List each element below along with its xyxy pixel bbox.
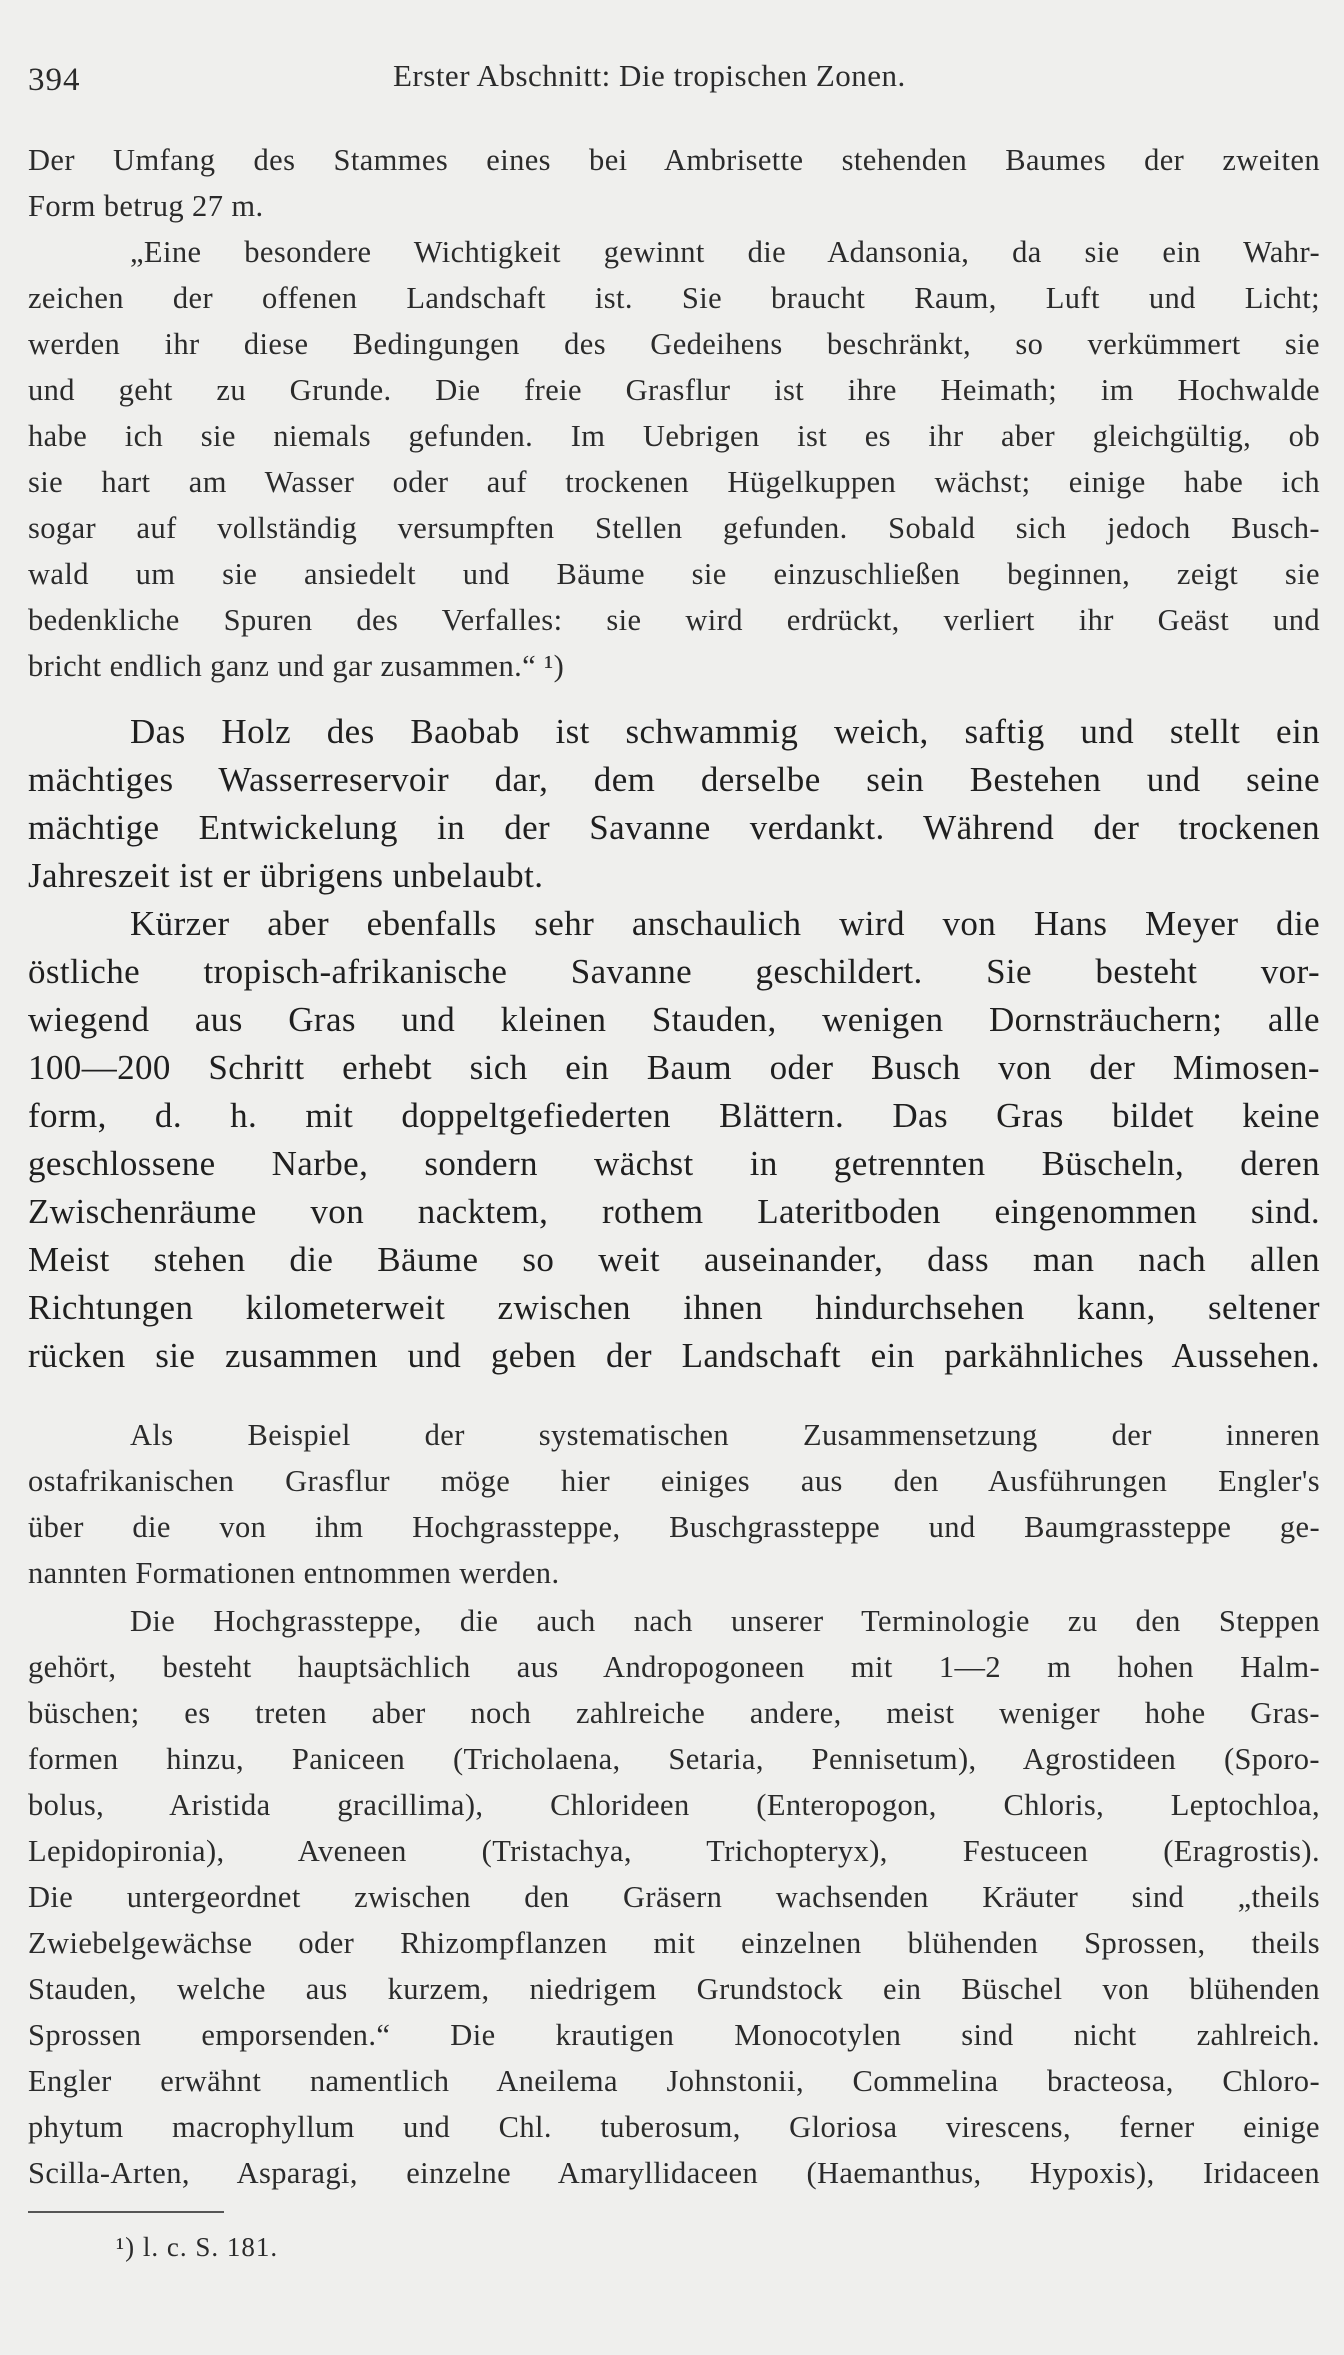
text-line: bricht endlich ganz und gar zusammen.“ ¹) xyxy=(28,649,565,683)
text-line: Die Hochgrassteppe, die auch nach unserer Terminologie zu den Steppen xyxy=(130,1604,1320,1638)
text-line: formen hinzu, Paniceen (Tricholaena, Setaria, Pennisetum), Agrostideen (Sporo- xyxy=(28,1742,1320,1776)
text-line: zeichen der offenen Landschaft ist. Sie braucht Raum, Luft und Licht; xyxy=(28,281,1320,315)
text-line: nannten Formationen entnommen werden. xyxy=(28,1556,560,1590)
text-line: werden ihr diese Bedingungen des Gedeihens beschränkt, so verkümmert sie xyxy=(28,327,1320,361)
text-line: Jahreszeit ist er übrigens unbelaubt. xyxy=(28,856,544,895)
text-line: Lepidopironia), Aveneen (Tristachya, Trichopteryx), Festuceen (Eragrostis). xyxy=(28,1834,1320,1868)
page-header xyxy=(28,56,1318,106)
text-line: Meist stehen die Bäume so weit auseinander, dass man nach allen xyxy=(28,1240,1320,1279)
text-line: habe ich sie niemals gefunden. Im Uebrigen ist es ihr aber gleichgültig, ob xyxy=(28,419,1320,453)
text-line: und geht zu Grunde. Die freie Grasflur ist ihre Heimath; im Hochwalde xyxy=(28,373,1320,407)
text-line: büschen; es treten aber noch zahlreiche andere, meist weniger hohe Gras- xyxy=(28,1696,1320,1730)
text-line: Die untergeordnet zwischen den Gräsern wachsenden Kräuter sind „theils xyxy=(28,1880,1320,1914)
text-line: gehört, besteht hauptsächlich aus Andropogoneen mit 1—2 m hohen Halm- xyxy=(28,1650,1320,1684)
footnote: ¹) l. c. S. 181. xyxy=(116,2232,279,2262)
text-line: form, d. h. mit doppeltgefiederten Blättern. Das Gras bildet keine xyxy=(28,1096,1320,1135)
text-line: östliche tropisch-afrikanische Savanne geschildert. Sie besteht vor- xyxy=(28,952,1320,991)
text-line: Engler erwähnt namentlich Aneilema Johnstonii, Commelina bracteosa, Chloro- xyxy=(28,2064,1320,2098)
text-line: mächtige Entwickelung in der Savanne verdankt. Während der trockenen xyxy=(28,808,1320,847)
text-line: Der Umfang des Stammes eines bei Ambrisette stehenden Baumes der zweiten xyxy=(28,143,1320,177)
text-line: „Eine besondere Wichtigkeit gewinnt die Adansonia, da sie ein Wahr- xyxy=(130,235,1320,269)
text-line: Zwischenräume von nacktem, rothem Lateritboden eingenommen sind. xyxy=(28,1192,1320,1231)
text-line: Sprossen emporsenden.“ Die krautigen Monocotylen sind nicht zahlreich. xyxy=(28,2018,1320,2052)
text-line: bedenkliche Spuren des Verfalles: sie wird erdrückt, verliert ihr Geäst und xyxy=(28,603,1320,637)
text-line: Form betrug 27 m. xyxy=(28,189,264,223)
text-line: wald um sie ansiedelt und Bäume sie einzuschließen beginnen, zeigt sie xyxy=(28,557,1320,591)
text-line: Das Holz des Baobab ist schwammig weich, saftig und stellt ein xyxy=(130,712,1320,751)
text-line: mächtiges Wasserreservoir dar, dem derselbe sein Bestehen und seine xyxy=(28,760,1320,799)
text-line: Richtungen kilometerweit zwischen ihnen hindurchsehen kann, seltener xyxy=(28,1288,1320,1327)
running-head: Erster Abschnitt: Die tropischen Zonen. xyxy=(393,58,906,93)
text-line: über die von ihm Hochgrassteppe, Buschgrassteppe und Baumgrassteppe ge- xyxy=(28,1510,1320,1544)
text-line: sie hart am Wasser oder auf trockenen Hügelkuppen wächst; einige habe ich xyxy=(28,465,1320,499)
footnote-rule xyxy=(28,2211,224,2213)
text-line: Kürzer aber ebenfalls sehr anschaulich wird von Hans Meyer die xyxy=(130,904,1320,943)
page-number: 394 xyxy=(28,62,81,98)
text-line: Als Beispiel der systematischen Zusammensetzung der inneren xyxy=(130,1418,1320,1452)
text-line: Scilla-Arten, Asparagi, einzelne Amaryllidaceen (Haemanthus, Hypoxis), Iridaceen xyxy=(28,2156,1320,2190)
text-line: geschlossene Narbe, sondern wächst in getrennten Büscheln, deren xyxy=(28,1144,1320,1183)
text-line: ostafrikanischen Grasflur möge hier einiges aus den Ausführungen Engler's xyxy=(28,1464,1320,1498)
text-line: Stauden, welche aus kurzem, niedrigem Grundstock ein Büschel von blühenden xyxy=(28,1972,1320,2006)
text-line: phytum macrophyllum und Chl. tuberosum, Gloriosa virescens, ferner einige xyxy=(28,2110,1320,2144)
text-line: 100—200 Schritt erhebt sich ein Baum oder Busch von der Mimosen- xyxy=(28,1048,1320,1087)
text-line: sogar auf vollständig versumpften Stellen gefunden. Sobald sich jedoch Busch- xyxy=(28,511,1320,545)
text-line: wiegend aus Gras und kleinen Stauden, wenigen Dornsträuchern; alle xyxy=(28,1000,1320,1039)
text-line: bolus, Aristida gracillima), Chlorideen (Enteropogon, Chloris, Leptochloa, xyxy=(28,1788,1320,1822)
text-line: rücken sie zusammen und geben der Landschaft ein parkähnliches Aussehen. xyxy=(28,1336,1320,1375)
text-line: Zwiebelgewächse oder Rhizompflanzen mit einzelnen blühenden Sprossen, theils xyxy=(28,1926,1320,1960)
